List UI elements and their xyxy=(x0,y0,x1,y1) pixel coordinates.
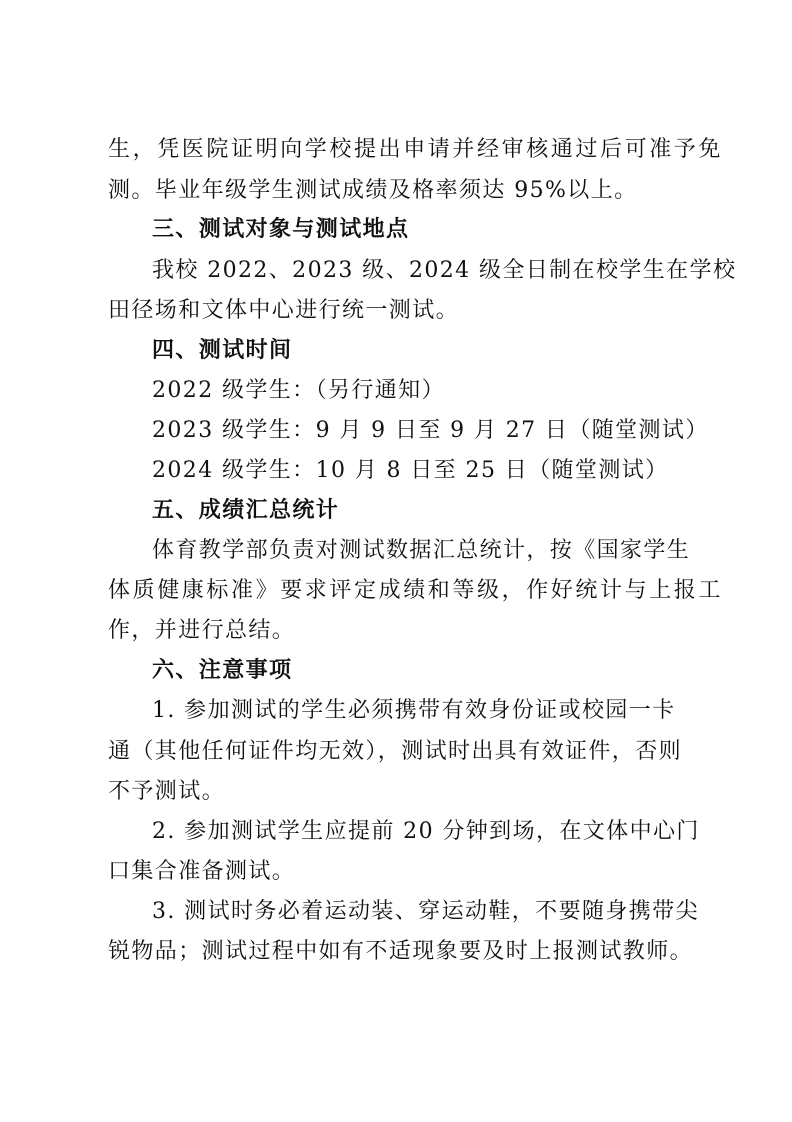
note-2-line-1: 2. 参加测试学生应提前 20 分钟到场，在文体中心门 xyxy=(152,819,700,844)
section-5-line-3: 作，并进行总结。 xyxy=(108,618,296,643)
section-3-heading: 三、测试对象与测试地点 xyxy=(152,217,410,242)
section-5-line-2: 体质健康标准》要求评定成绩和等级，作好统计与上报工 xyxy=(108,578,724,603)
section-5-heading: 五、成绩汇总统计 xyxy=(152,498,340,523)
section-6-heading: 六、注意事项 xyxy=(152,658,293,683)
note-3-line-1: 3. 测试时务必着运动装、穿运动鞋，不要随身携带尖 xyxy=(152,899,699,924)
section-4-heading: 四、测试时间 xyxy=(152,338,293,363)
intro-line-2: 测。毕业年级学生测试成绩及格率须达 95%以上。 xyxy=(108,178,638,203)
note-3-line-2: 锐物品；测试过程中如有不适现象要及时上报测试教师。 xyxy=(108,939,694,964)
schedule-item-2022: 2022 级学生：（另行通知） xyxy=(152,378,445,403)
schedule-item-2023: 2023 级学生：9 月 9 日至 9 月 27 日（随堂测试） xyxy=(152,418,709,443)
note-2-line-2: 口集合准备测试。 xyxy=(108,859,296,884)
section-3-line-2: 田径场和文体中心进行统一测试。 xyxy=(108,298,460,323)
intro-line-1: 生，凭医院证明向学校提出申请并经审核通过后可准予免 xyxy=(108,137,724,162)
section-5-line-1: 体育教学部负责对测试数据汇总统计，按《国家学生 xyxy=(152,538,691,563)
note-1-line-2: 通（其他任何证件均无效），测试时出具有效证件，否则 xyxy=(108,739,683,764)
schedule-item-2024: 2024 级学生：10 月 8 日至 25 日（随堂测试） xyxy=(152,458,669,483)
note-1-line-3: 不予测试。 xyxy=(108,779,226,804)
note-1-line-1: 1. 参加测试的学生必须携带有效身份证或校园一卡 xyxy=(152,698,676,723)
section-3-line-1: 我校 2022、2023 级、2024 级全日制在校学生在学校 xyxy=(152,258,737,283)
